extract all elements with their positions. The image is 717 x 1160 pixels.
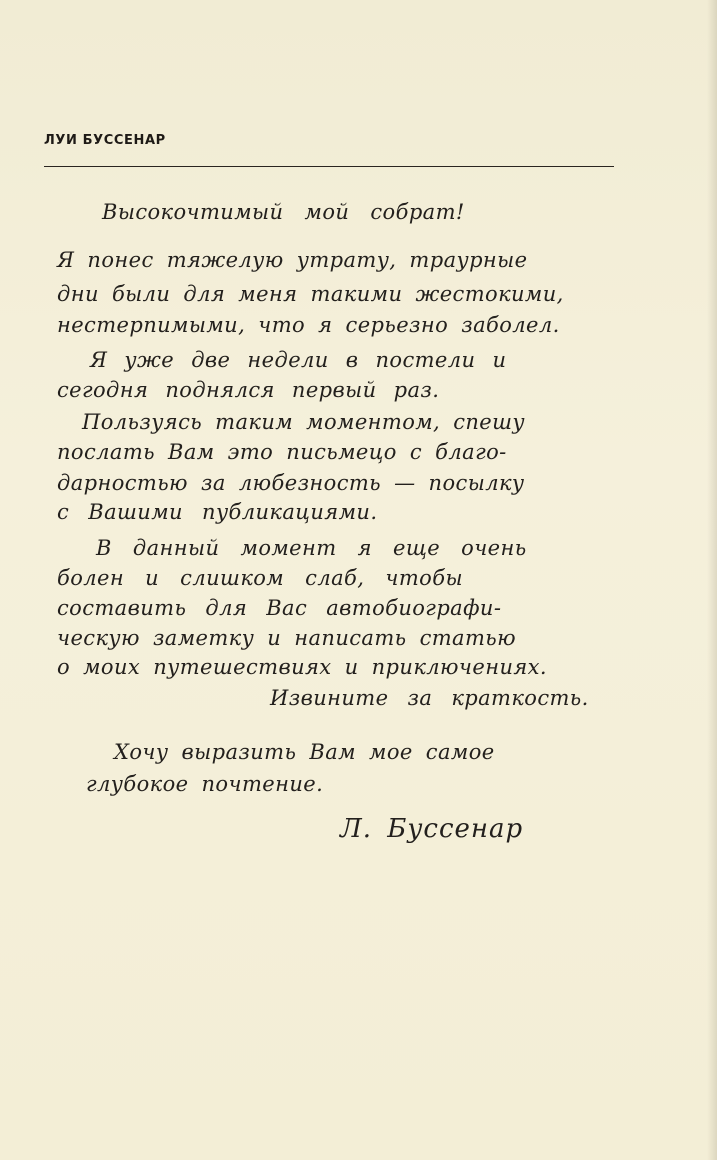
letter-line: болен и слишком слаб, чтобы — [57, 566, 463, 590]
letter-line: с Вашими публикациями. — [57, 500, 378, 524]
letter-line: Пользуясь таким моментом, спешу — [82, 410, 525, 434]
letter-line: сегодня поднялся первый раз. — [57, 378, 440, 402]
letter-line: Я понес тяжелую утрату, траурные — [57, 248, 528, 272]
author-header: ЛУИ БУССЕНАР — [44, 133, 166, 148]
header-divider — [44, 166, 614, 167]
letter-line: Хочу выразить Вам мое самое — [114, 740, 495, 764]
letter-line: В данный момент я еще очень — [96, 536, 527, 560]
letter-line: нестерпимыми, что я серьезно заболел. — [57, 313, 560, 337]
letter-line: составить для Вас автобиографи- — [57, 596, 502, 620]
letter-line: глубокое почтение. — [86, 772, 324, 796]
letter-line: Я уже две недели в постели и — [90, 348, 507, 372]
signature: Л. Буссенар — [340, 814, 524, 844]
letter-line: послать Вам это письмецо с благо- — [57, 440, 507, 464]
letter-line-greeting: Высокочтимый мой собрат! — [102, 200, 465, 224]
letter-line: Извините за краткость. — [270, 686, 589, 710]
letter-line: дарностью за любезность — посылку — [57, 471, 525, 495]
letter-line: дни были для меня такими жестокими, — [57, 282, 564, 306]
letter-line: о моих путешествиях и приключениях. — [57, 655, 547, 679]
letter-line: ческую заметку и написать статью — [57, 626, 516, 650]
